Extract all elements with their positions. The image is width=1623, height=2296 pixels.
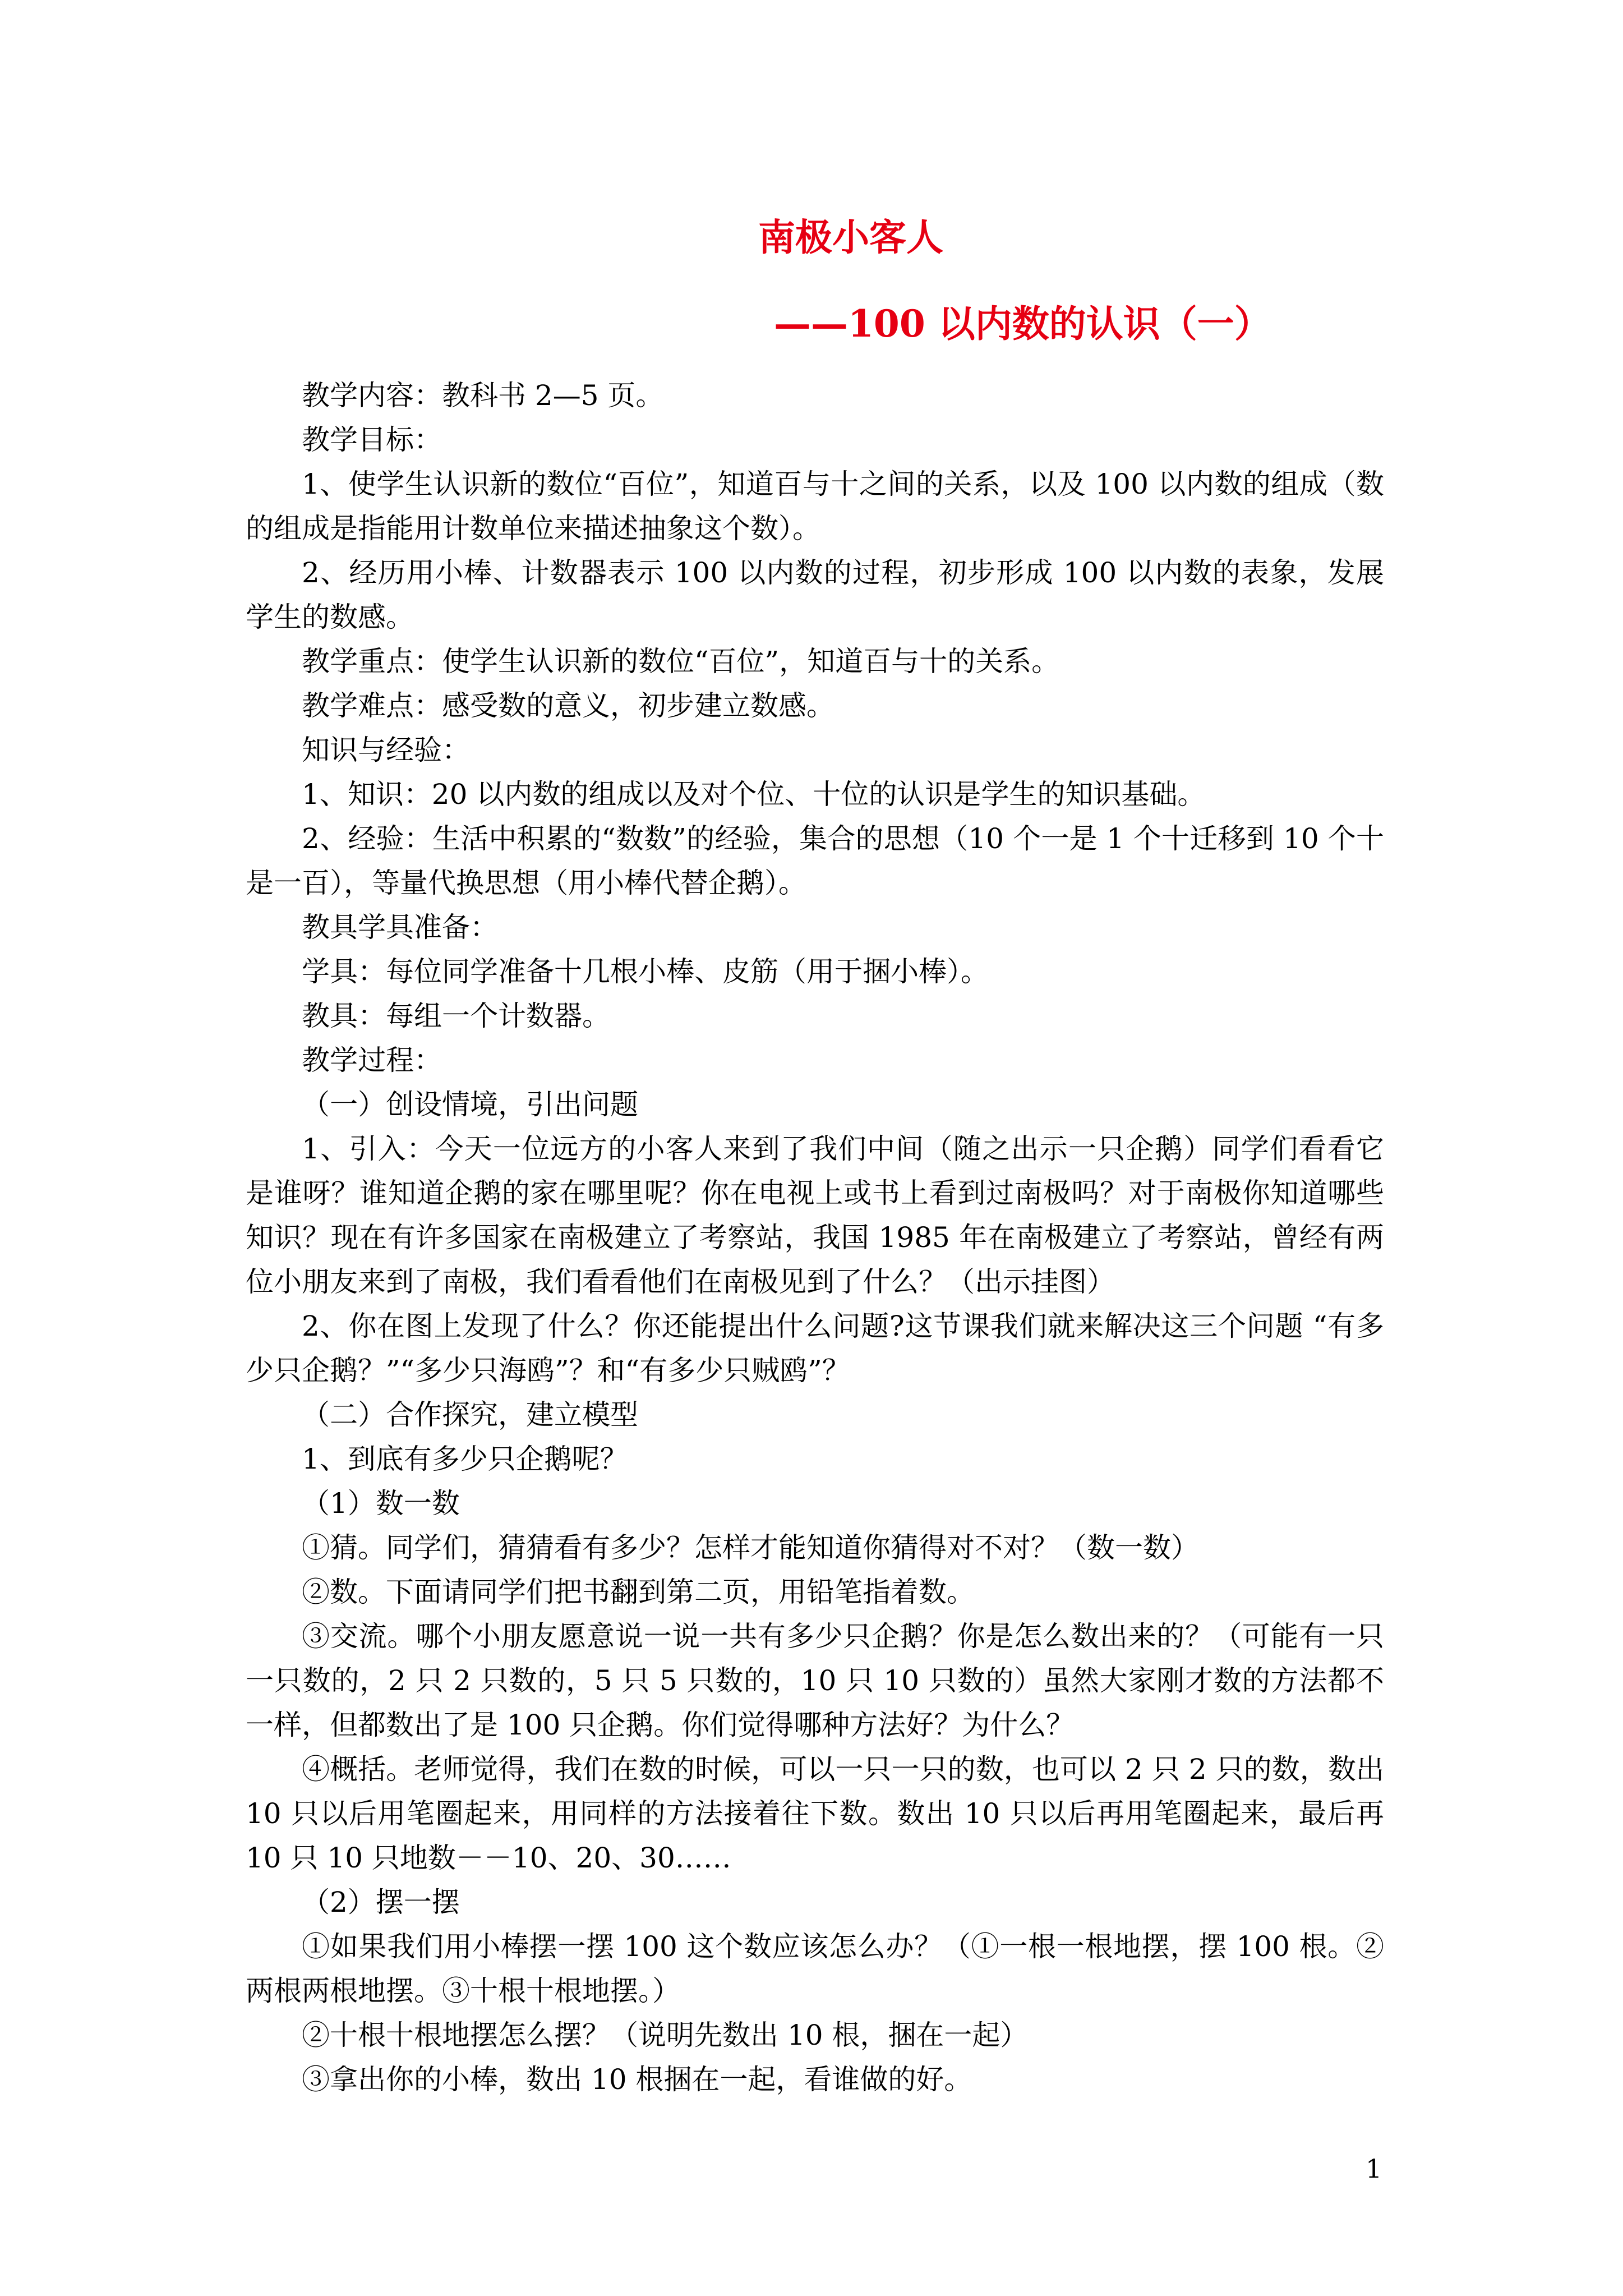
paragraph: 教具：每组一个计数器。 bbox=[302, 1000, 610, 1032]
paragraph: 教具学具准备： bbox=[302, 911, 498, 944]
paragraph: ③拿出你的小棒，数出 10 根捆在一起，看谁做的好。 bbox=[302, 2063, 972, 2096]
subsection-heading: （1）数一数 bbox=[302, 1487, 460, 1520]
document-title: 南极小客人 bbox=[758, 215, 943, 259]
paragraph: 1、到底有多少只企鹅呢？ bbox=[302, 1443, 628, 1475]
document-body bbox=[246, 374, 1384, 2102]
section-heading: （一）创设情境，引出问题 bbox=[302, 1088, 638, 1121]
paragraph: 1、使学生认识新的数位“百位”，知道百与十之间的关系，以及 100 以内数的组成（数的组成是指能用计数单位来描述抽象这个数）。 bbox=[246, 468, 1384, 545]
page-number: 1 bbox=[1366, 2154, 1382, 2184]
paragraph: 教学重点：使学生认识新的数位“百位”，知道百与十的关系。 bbox=[302, 645, 1060, 678]
paragraph: 2、你在图上发现了什么？你还能提出什么问题?这节课我们就来解决这三个问题 “有多少只企鹅？”“多少只海鸥”？和“有多少只贼鸥”？ bbox=[246, 1310, 1384, 1387]
paragraph: 知识与经验： bbox=[302, 734, 470, 766]
paragraph: 学具：每位同学准备十几根小棒、皮筋（用于捆小棒）。 bbox=[302, 955, 989, 988]
paragraph: ④概括。老师觉得，我们在数的时候，可以一只一只的数，也可以 2 只 2 只的数，数出 10 只以后用笔圈起来，用同样的方法接着往下数。数出 10 只以后再用笔圈起来，最后再 10 只 10 只地数－－10、20、30…… bbox=[246, 1753, 1384, 1874]
paragraph: 1、知识：20 以内数的组成以及对个位、十位的认识是学生的知识基础。 bbox=[302, 778, 1206, 811]
paragraph: ②数。下面请同学们把书翻到第二页，用铅笔指着数。 bbox=[302, 1576, 975, 1608]
paragraph: 教学目标： bbox=[302, 424, 442, 456]
document-subtitle: ——100 以内数的认识（一） bbox=[774, 302, 1271, 346]
paragraph: 教学难点：感受数的意义，初步建立数感。 bbox=[302, 689, 834, 722]
paragraph: 2、经验：生活中积累的“数数”的经验，集合的思想（10 个一是 1 个十迁移到 10 个十是一百），等量代换思想（用小棒代替企鹅）。 bbox=[246, 822, 1384, 899]
paragraph: ③交流。哪个小朋友愿意说一说一共有多少只企鹅？你是怎么数出来的？（可能有一只一只数的，2 只 2 只数的，5 只 5 只数的，10 只 10 只数的）虽然大家刚才数的方法都不一样，但都数出了是 100 只企鹅。你们觉得哪种方法好？为什么？ bbox=[246, 1620, 1384, 1741]
paragraph: 2、经历用小棒、计数器表示 100 以内数的过程，初步形成 100 以内数的表象，发展学生的数感。 bbox=[246, 556, 1384, 633]
paragraph: 教学内容：教科书 2—5 页。 bbox=[302, 379, 664, 412]
paragraph: 1、引入：今天一位远方的小客人来到了我们中间（随之出示一只企鹅）同学们看看它是谁呀？谁知道企鹅的家在哪里呢？你在电视上或书上看到过南极吗？对于南极你知道哪些知识？现在有许多国家在南极建立了考察站，我国 1985 年在南极建立了考察站，曾经有两位小朋友来到了南极，我们看看他们在南极见到了什么？（出示挂图） bbox=[246, 1133, 1384, 1298]
subsection-heading: （2）摆一摆 bbox=[302, 1886, 460, 1918]
paragraph: 教学过程： bbox=[302, 1044, 442, 1076]
paragraph: ①如果我们用小棒摆一摆 100 这个数应该怎么办？（①一根一根地摆，摆 100 根。②两根两根地摆。③十根十根地摆。） bbox=[246, 1930, 1384, 2007]
section-heading: （二）合作探究，建立模型 bbox=[302, 1398, 638, 1431]
paragraph: ②十根十根地摆怎么摆？（说明先数出 10 根，捆在一起） bbox=[302, 2019, 1029, 2051]
paragraph: ①猜。同学们，猜猜看有多少？怎样才能知道你猜得对不对？（数一数） bbox=[302, 1531, 1199, 1564]
